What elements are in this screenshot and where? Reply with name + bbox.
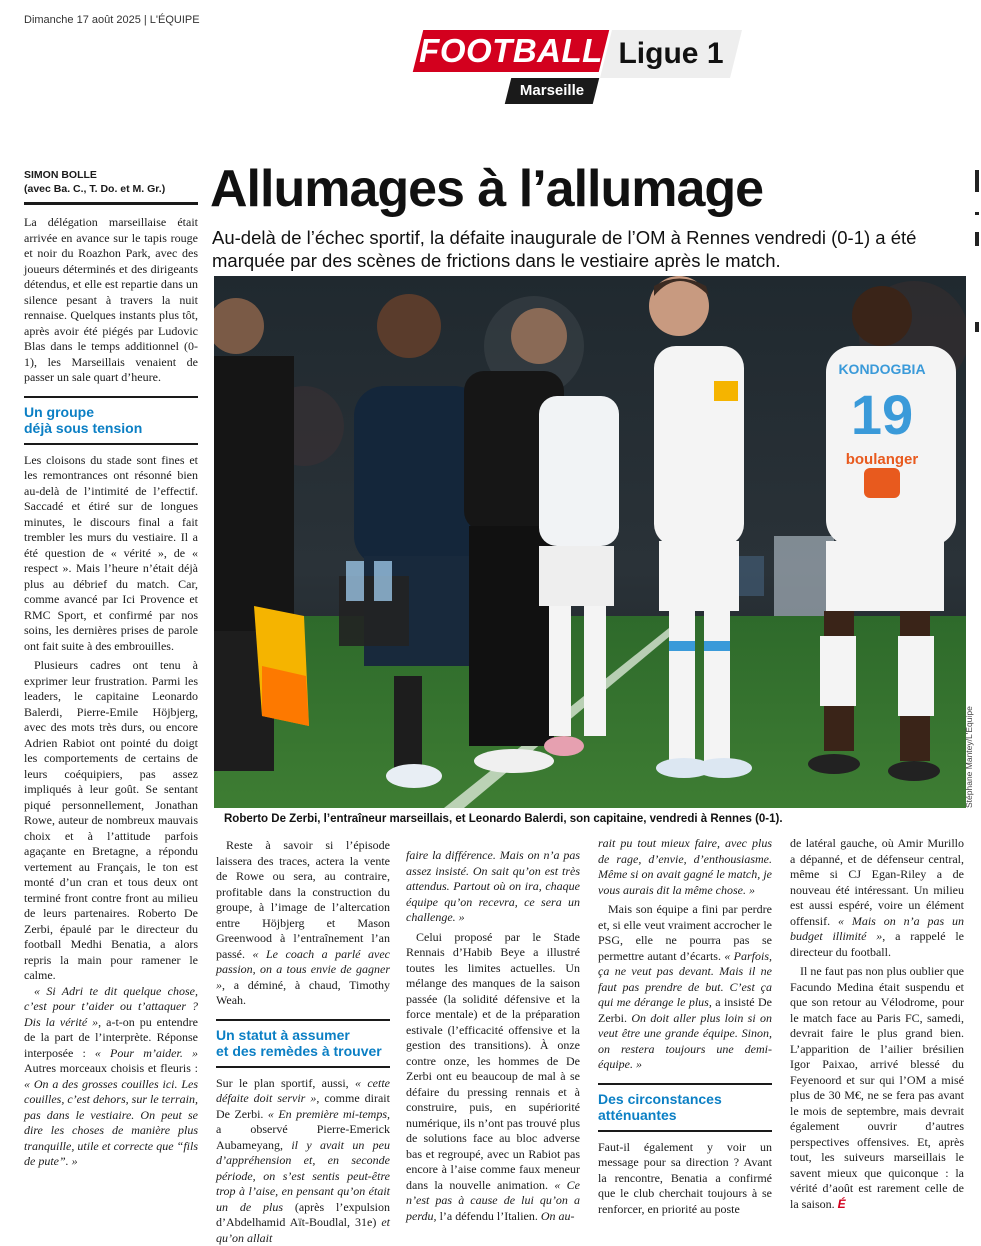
paragraph <box>598 836 772 898</box>
edge-mark <box>975 170 979 192</box>
photo-caption: Roberto De Zerbi, l’entraîneur marseillais, et Leonardo Balerdi, son capitaine, vendredi à Rennes (0-1). <box>224 812 964 826</box>
text: (après l’expulsion d’Abdelhamid Aït-Boudlal, 31e) <box>216 1200 390 1230</box>
end-mark-icon: É <box>838 1197 846 1211</box>
paragraph: Les cloisons du stade sont fines et les remontrances ont résonné bien au-delà de l’intimité de l’effectif. Saccadé et étiré sur de longues minutes, le discours final a fait trembler les murs du vestiaire. Il a été question de « vérité », de « respect ». Mais l’heure n’était déjà plus au débrief du match. Car, comme avancé par Ici Provence et RMC Sport, et confirmé par nos soins, les dernières prises de parole ont fait suite à des embrouilles. <box>24 453 198 655</box>
paragraph <box>598 902 772 1073</box>
paragraph <box>24 984 198 1170</box>
subhead-line: déjà sous tension <box>24 420 198 436</box>
photo-illustration <box>214 276 966 808</box>
text: Sur le plan sportif, aussi, <box>216 1076 355 1090</box>
text: Il ne faut pas non plus oublier que Facundo Medina était suspendu et que son retour au Vélodrome, pour le match face au Paris FC, samedi, devrait faire le plus grand bien. L’apparition de l’ailier brésilien Igor Paixao, arrivé blessé du Feyenoord et sur qui l’OM a misé plus de 30 M€, ne se fera pas avant le mois de septembre, mais devrait également ouvrir d’autres perspectives offensives. Et, après tout, les suiveurs marseillais le savent mieux que quiconque : la vérité d’août est rarement celle de la saison. <box>790 964 964 1211</box>
paragraph: La délégation marseillaise était arrivée en avance sur le tapis rouge et noir du Roazhon Park, avec des joueurs déterminés et des dirigeants détendus, et elle est repartie dans un silence pesant à travers la nuit rennaise. Quelques instants plus tôt, après avoir été piégés par Ludovic Blas dans le temps additionnel (0-1), les Marseillais venaient de passer un sale quart d’heure. <box>24 215 198 386</box>
subhead-line: atténuantes <box>598 1107 772 1123</box>
text: , a-t-on pu entendre de la part de l’interprète. Réponse interposée : <box>24 1015 198 1060</box>
match-photo <box>214 276 966 808</box>
captain <box>654 346 744 546</box>
text: , comme dirait De Zerbi. <box>216 1091 390 1121</box>
quote: « Parfois, ça ne veut pas devant. Mais il ne faut pas prendre de but. C’est ça qui me dérange le plus, <box>598 949 772 1010</box>
quote: « On a des grosses couilles ici. Les couilles, c’est dehors, sur le terrain, pas dans le vestiaire. On peut se dire les choses de manière plus tranquille, utile et correcte que “fils de pute”. » <box>24 1077 198 1169</box>
text: Autres morceaux choisis et fleuris : <box>24 1061 198 1075</box>
photo-credit: Stéphane Mantey/L'Équipe <box>964 706 974 808</box>
section-label: FOOTBALL <box>418 30 604 72</box>
jersey-number: 19 <box>851 383 913 446</box>
jersey-name: KONDOGBIA <box>838 361 925 377</box>
subhead <box>598 1083 772 1132</box>
referee <box>214 356 294 636</box>
column-2 <box>216 838 390 1246</box>
quote: faire la différence. Mais on n’a pas assez insisté. On sait qu’on est très attendus. Partout où on ira, chaque équipe qu’on recevra, ce sera un challenge. » <box>406 848 580 924</box>
quote: « Le coach a parlé avec passion, on a tous envie de gagner » <box>216 947 390 992</box>
text: l’a défendu l’Italien. <box>437 1209 541 1223</box>
quote: « Pour m’aider. » <box>95 1046 198 1060</box>
text: Mais son équipe a fini par perdre et, si elle veut vraiment accrocher le PSG, elle ne pourra pas se permettre autant d’écarts. <box>598 902 772 963</box>
quote: « En première mi-temps, <box>268 1107 390 1121</box>
quote: et qu’on allait <box>216 1215 390 1245</box>
paragraph <box>406 930 580 1225</box>
quote: il y avait un peu d’appréhension et, en seconde période, on s’est sentis peut-être trop à l’aise, en pensant qu’on était un de plus <box>216 1138 390 1214</box>
quote: « cette défaite doit servir » <box>216 1076 390 1106</box>
quote: rait pu tout mieux faire, avec plus de rage, d’envie, d’enthousiasme. Même si on avait gagné le match, je vous aurais dit la même chose. » <box>598 836 772 897</box>
quote: On doit aller plus loin si on veut être une grande équipe. Sinon, on restera toujours une demi-équipe. » <box>598 1011 772 1072</box>
quote: « Mais on n’a pas un budget illimité » <box>790 914 964 944</box>
section-banner <box>413 30 609 72</box>
league-label: Ligue 1 <box>606 30 736 78</box>
quote: On au- <box>541 1209 575 1223</box>
paragraph <box>790 836 964 960</box>
text: , a rappelé le directeur du football. <box>790 929 964 959</box>
paragraph <box>406 848 580 926</box>
edge-mark <box>975 322 979 332</box>
paragraph: Faut-il également y voir un message pour sa direction ? Avant la rencontre, Benatia a confirmé que le club cherchait toujours à se renforcer, en priorité au poste <box>598 1140 772 1218</box>
captain-armband <box>714 381 738 401</box>
edge-mark <box>975 212 979 215</box>
column-4 <box>598 836 772 1217</box>
column-5 <box>790 836 964 1212</box>
player <box>539 396 619 546</box>
quote: « Si Adri te dit quelque chose, c’est pour t’aider ou t’attaquer ? Dis la vérité » <box>24 984 198 1029</box>
paragraph: Plusieurs cadres ont tenu à exprimer leur frustration. Parmi les leaders, le capitaine Leonardo Balerdi, Pierre-Emile Höjbjerg, avec des mots très durs, ou encore Adrien Rabiot ont pointé du doigt les comportements de certains de leurs coéquipiers, pas assez impliqués à leur goût. Se sentant piqué personnellement, Jonathan Rowe, auteur de nombreux mauvais choix et à l’attitude parfois agaçante en Bretagne, a répondu vertement au Français, le ton est monté d’un cran et tous deux ont terminé front contre front au milieu de leurs partenaires. Roberto De Zerbi, épaulé par le directeur du football Medhi Benatia, a alors repris la main pour ramener le calme. <box>24 658 198 984</box>
headline: Allumages à l’allumage <box>210 158 763 220</box>
subhead-line: Des circonstances <box>598 1091 772 1107</box>
subhead <box>216 1019 390 1068</box>
edge-mark <box>975 232 979 246</box>
paragraph <box>216 838 390 1009</box>
subhead-line: Un groupe <box>24 404 198 420</box>
text: a insisté De Zerbi. <box>598 995 772 1025</box>
jersey-sponsor: boulanger <box>846 451 919 468</box>
text: Reste à savoir si l’épisode laissera des traces, actera la vente de Rowe ou sera, au contraire, profitable dans la construction du groupe, à l’image de l’altercation entre Höjbjerg et Mason Greenwood à l’entraînement l’an passé. <box>216 838 390 961</box>
text: a observé Pierre-Emerick Aubameyang, <box>216 1122 390 1152</box>
subhead-line: Un statut à assumer <box>216 1027 390 1043</box>
subhead-line: et des remèdes à trouver <box>216 1043 390 1059</box>
text: , a déminé, à chaud, Timothy Weah. <box>216 978 390 1008</box>
league-banner <box>600 30 742 78</box>
dateline: Dimanche 17 août 2025 | L'ÉQUIPE <box>24 14 200 26</box>
paragraph <box>216 1076 390 1246</box>
paragraph <box>790 964 964 1212</box>
text: de latéral gauche, où Amir Murillo a dépanné, et de défenseur central, même si CJ Egan-Riley a de nouveau été intéressant. Un milieu est aussi espéré, voire un élément offensif. <box>790 836 964 928</box>
club-banner <box>505 78 599 104</box>
byline <box>24 168 198 205</box>
left-column <box>24 168 198 1170</box>
text: Celui proposé par le Stade Rennais d’Habib Beye a illustré toutes les limites actuelles. Un mélange des manques de la saison passée (la solidité défensive et la force mentale) et de la préparation estivale (l’efficacité offensive et la gestion des transitions). À onze contre onze, les hommes de De Zerbi ont eu beaucoup de mal à se défaire du pressing rennais et à construire, puis, en supériorité numérique, ils n’ont pas trouvé plus de solutions face au bloc adverse bas et regroupé, avec un Rabiot pas encore à l’aise comme faux meneur dans la nouvelle animation. <box>406 930 580 1192</box>
author: SIMON BOLLE <box>24 168 198 182</box>
column-3 <box>406 848 580 1224</box>
subhead <box>24 396 198 445</box>
quote: « Ce n’est pas à cause de lui qu’on a perdu, <box>406 1178 580 1223</box>
lede: Au-delà de l’échec sportif, la défaite inaugurale de l’OM à Rennes vendredi (0-1) a été marquée par des scènes de frictions dans le vestiaire après le match. <box>212 226 942 272</box>
club-label: Marseille <box>508 78 596 104</box>
contributors: (avec Ba. C., T. Do. et M. Gr.) <box>24 182 198 196</box>
